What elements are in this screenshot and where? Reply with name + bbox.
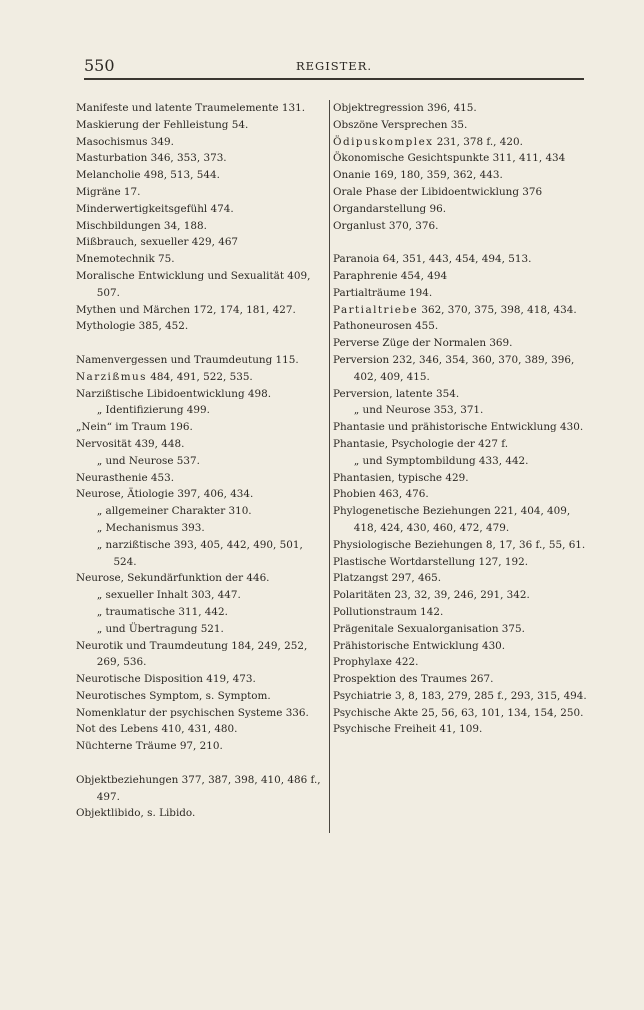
index-gap — [76, 335, 328, 352]
index-entry: „ narzißtische 393, 405, 442, 490, 501, 524. — [96, 538, 303, 568]
index-entry: Masturbation 346, 353, 373. — [76, 152, 227, 165]
index-entry: „ und Neurose 353, 371. — [353, 404, 484, 417]
index-entry: Platzangst 297, 465. — [333, 572, 442, 585]
index-entry: „ Mechanismus 393. — [96, 521, 205, 534]
index-entry: Moralische Entwicklung und Sexualität 409, 507. — [76, 269, 311, 299]
index-entry: Objektbeziehungen 377, 387, 398, 410, 486 f., 497. — [76, 773, 321, 803]
index-entry: Plastische Wortdarstellung 127, 192. — [333, 555, 529, 568]
index-entry: Pollutionstraum 142. — [333, 605, 444, 618]
index-entry: Perversion, latente 354. — [333, 387, 460, 400]
index-entry: Orale Phase der Libidoentwicklung 376 — [333, 185, 543, 198]
index-entry: Mnemotechnik 75. — [76, 253, 175, 266]
index-entry: Pathoneurosen 455. — [333, 320, 439, 333]
index-entry: Onanie 169, 180, 359, 362, 443. — [333, 169, 503, 182]
index-entry: Physiologische Beziehungen 8, 17, 36 f., 55, 61. — [333, 538, 586, 551]
index-entry: Obszöne Versprechen 35. — [333, 118, 468, 131]
index-entry: Not des Lebens 410, 431, 480. — [76, 723, 238, 736]
index-entry: Objektlibido, s. Libido. — [76, 807, 196, 820]
index-entry: Mythen und Märchen 172, 174, 181, 427. — [76, 303, 296, 316]
index-entry: Organdarstellung 96. — [333, 202, 447, 215]
index-entry: „Nein“ im Traum 196. — [76, 421, 193, 434]
index-entry: Neurotik und Traumdeutung 184, 249, 252, 269, 536. — [76, 639, 308, 669]
index-entry: Neurose, Sekundärfunktion der 446. — [76, 572, 270, 585]
index-gap — [333, 234, 589, 251]
index-entry: Paraphrenie 454, 494 — [333, 269, 448, 282]
index-entry: „ und Neurose 537. — [96, 454, 200, 467]
index-entry: Prophylaxe 422. — [333, 656, 419, 669]
index-entry: Psychiatrie 3, 8, 183, 279, 285 f., 293, 315, 494. — [333, 689, 587, 702]
index-entry: Prospektion des Traumes 267. — [333, 673, 494, 686]
index-entry: Masochismus 349. — [76, 135, 174, 148]
page-number: 550 — [84, 56, 115, 75]
index-entry: Nomenklatur der psychischen Systeme 336. — [76, 706, 309, 719]
index-entry: „ allgemeiner Charakter 310. — [96, 505, 252, 518]
index-entry: Mißbrauch, sexueller 429, 467 — [76, 236, 239, 249]
index-entry: Partialtriebe 362, 370, 375, 398, 418, 434. — [333, 303, 577, 316]
index-entry: Migräne 17. — [76, 185, 141, 198]
index-entry: Manifeste und latente Traumelemente 131. — [76, 102, 306, 114]
index-entry: Psychische Freiheit 41, 109. — [333, 723, 483, 736]
index-entry: „ und Symptombildung 433, 442. — [353, 454, 529, 467]
index-entry: Mischbildungen 34, 188. — [76, 219, 207, 232]
index-entry: Neurasthenie 453. — [76, 471, 175, 484]
index-entry: Prähistorische Entwicklung 430. — [333, 639, 506, 652]
index-entry: Polaritäten 23, 32, 39, 246, 291, 342. — [333, 589, 530, 602]
index-entry: Paranoia 64, 351, 443, 454, 494, 513. — [333, 253, 532, 266]
index-entry: Ökonomische Gesichtspunkte 311, 411, 434 — [333, 152, 566, 165]
index-entry: Prägenitale Sexualorganisation 375. — [333, 622, 525, 635]
index-entry: Nüchterne Träume 97, 210. — [76, 740, 223, 753]
index-column-right — [333, 100, 589, 738]
header-rule — [84, 78, 584, 80]
index-entry: Phobien 463, 476. — [333, 488, 429, 501]
index-entry: Ödipuskomplex 231, 378 f., 420. — [333, 135, 523, 148]
index-entry: Phantasie und prähistorische Entwicklung 430. — [333, 421, 584, 434]
index-entry: Narzißmus 484, 491, 522, 535. — [76, 370, 253, 383]
index-entry: „ und Übertragung 521. — [96, 622, 224, 635]
index-entry: „ Identifizierung 499. — [96, 404, 210, 417]
index-entry: „ sexueller Inhalt 303, 447. — [96, 589, 241, 602]
index-entry: Namenvergessen und Traumdeutung 115. — [76, 353, 299, 366]
index-entry: Neurotische Disposition 419, 473. — [76, 673, 256, 686]
index-entry: Phantasien, typische 429. — [333, 471, 469, 484]
index-gap — [76, 755, 328, 772]
index-entry: Narzißtische Libidoentwicklung 498. — [76, 387, 272, 400]
index-entry: Phantasie, Psychologie der 427 f. — [333, 437, 509, 450]
index-entry: Neurotisches Symptom, s. Symptom. — [76, 689, 271, 702]
index-entry: „ traumatische 311, 442. — [96, 605, 228, 618]
index-entry: Nervosität 439, 448. — [76, 437, 185, 450]
index-entry: Perverse Züge der Normalen 369. — [333, 337, 513, 350]
index-entry: Neurose, Ätiologie 397, 406, 434. — [76, 488, 254, 501]
index-entry: Melancholie 498, 513, 544. — [76, 169, 220, 182]
index-entry: Organlust 370, 376. — [333, 219, 439, 232]
index-entry: Mythologie 385, 452. — [76, 320, 189, 333]
index-entry: Minderwertigkeitsgefühl 474. — [76, 202, 234, 215]
index-entry: Perversion 232, 346, 354, 360, 370, 389, 396, 402, 409, 415. — [333, 353, 575, 383]
index-entry: Objektregression 396, 415. — [333, 102, 477, 114]
index-entry: Maskierung der Fehlleistung 54. — [76, 118, 249, 131]
index-column-left — [76, 100, 328, 822]
column-divider — [329, 100, 330, 833]
index-entry: Psychische Akte 25, 56, 63, 101, 134, 154, 250. — [333, 706, 584, 719]
index-entry: Phylogenetische Beziehungen 221, 404, 409, 418, 424, 430, 460, 472, 479. — [333, 505, 571, 534]
page-header — [84, 56, 584, 76]
index-entry: Partialträume 194. — [333, 286, 433, 299]
running-title: REGISTER. — [295, 59, 373, 73]
